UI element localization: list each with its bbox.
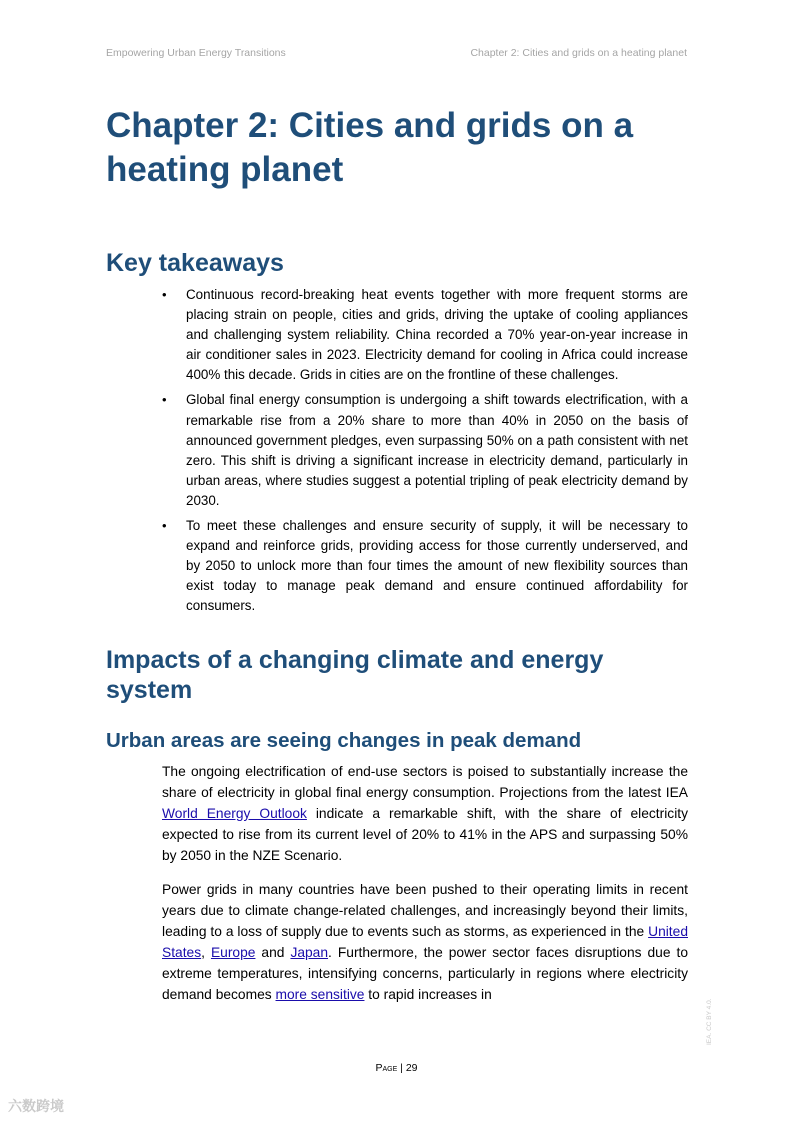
list-item <box>160 390 688 511</box>
japan-link[interactable]: Japan <box>290 945 329 960</box>
list-item <box>160 516 688 616</box>
page-separator: | <box>397 1062 406 1074</box>
page-label: Page <box>375 1062 398 1074</box>
paragraph-text: . Furthermore, the power sector faces disruptions due to extreme temperatures, intensifying concerns, particularly in regions where electricity demand becomes <box>162 945 688 1002</box>
takeaway-text: Continuous record-breaking heat events together with more frequent storms are placing strain on people, cities and grids, driving the uptake of cooling appliances and challenging system reliability. China recorded a 70% year-on-year increase in air conditioner sales in 2023. Electricity demand for cooling in Africa could increase 400% this decade. Grids in cities are on the frontline of these challenges. <box>186 287 688 383</box>
running-header-left: Empowering Urban Energy Transitions <box>106 47 286 59</box>
watermark-logo: 六数跨境 <box>8 1098 64 1114</box>
takeaway-text: Global final energy consumption is undergoing a shift towards electrification, with a remarkable rise from a 20% share to more than 40% in 2050 on the basis of announced government pledges, even surpassing 50% on a path consistent with net zero. This shift is driving a significant increase in electricity demand, particularly in urban areas, where studies suggest a potential tripling of peak electricity demand by 2030. <box>186 392 688 508</box>
paragraph-text: and <box>255 945 291 960</box>
body-paragraph-2 <box>162 879 688 1005</box>
list-item <box>160 285 688 385</box>
key-takeaways-heading: Key takeaways <box>106 249 284 277</box>
bullet-icon: • <box>162 392 167 408</box>
united-states-link[interactable]: United States <box>162 924 688 960</box>
paragraph-text: indicate a remarkable shift, with the share of electricity expected to rise from its current level of 20% to 41% in the APS and surpassing 50% by 2050 in the NZE Scenario. <box>162 806 688 863</box>
page-footer <box>0 1062 793 1074</box>
running-header-right: Chapter 2: Cities and grids on a heating planet <box>470 47 687 59</box>
paragraph-text: The ongoing electrification of end-use sectors is poised to substantially increase the share of electricity in global final energy consumption. Projections from the latest IEA <box>162 764 688 800</box>
europe-link[interactable]: Europe <box>210 945 256 960</box>
bullet-icon: • <box>162 518 167 534</box>
section-heading: Impacts of a changing climate and energy system <box>106 646 604 704</box>
page-number: 29 <box>405 1062 418 1074</box>
body-paragraph-1 <box>162 761 688 866</box>
paragraph-text: to rapid increases in <box>364 987 492 1002</box>
paragraph-text: Power grids in many countries have been pushed to their operating limits in recent years due to climate change-related challenges, and increasingly beyond their limits, leading to a loss of supply due to events such as storms, as experienced in the <box>162 882 688 939</box>
license-note: IEA. CC BY 4.0. <box>706 998 713 1045</box>
takeaways-list <box>160 285 688 622</box>
takeaway-text: To meet these challenges and ensure security of supply, it will be necessary to expand and reinforce grids, providing access for those currently underserved, and by 2050 to unlock more than four times the amount of new flexibility sources than exist today to manage peak demand and ensure continued affordability for consumers. <box>186 518 688 614</box>
subsection-heading: Urban areas are seeing changes in peak demand <box>106 729 582 752</box>
world-energy-outlook-link[interactable]: World Energy Outlook <box>162 806 307 821</box>
bullet-icon: • <box>162 287 167 302</box>
more-sensitive-link[interactable]: more sensitive <box>275 987 365 1002</box>
chapter-title: Chapter 2: Cities and grids on a heating planet <box>106 106 634 189</box>
paragraph-text: , <box>201 945 211 960</box>
